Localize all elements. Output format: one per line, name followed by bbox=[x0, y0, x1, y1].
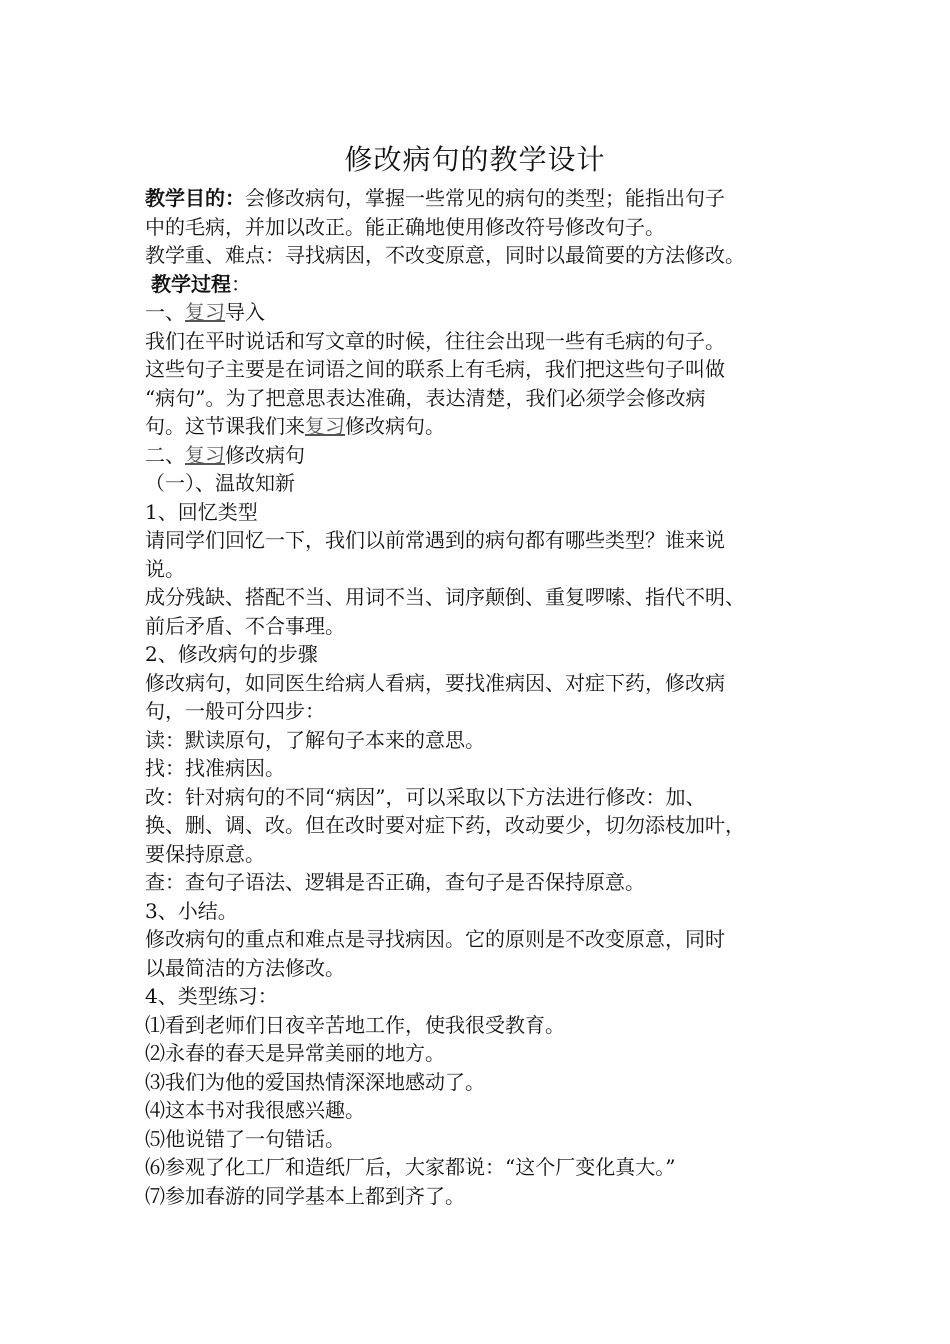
section-2-prefix: 二、 bbox=[145, 442, 185, 467]
page-title: 修改病句的教学设计 bbox=[344, 143, 606, 176]
subsection-heading: （一）、温故知新 bbox=[145, 471, 295, 495]
exercise-item: ⑹参观了化工厂和造纸厂后，大家都说：“这个厂变化真大。” bbox=[145, 1155, 676, 1179]
intro-line-4-pre: 句。这节课我们来 bbox=[145, 414, 305, 438]
exercise-item: ⑸他说错了一句错话。 bbox=[145, 1126, 345, 1151]
section-1-heading bbox=[145, 298, 820, 327]
intro-line-3: “病句”。为了把意思表达准确，表达清楚，我们必须学会修改病 bbox=[145, 385, 706, 410]
recall-line-2: 说。 bbox=[145, 556, 185, 581]
goals-text-2: 中的毛病，并加以改正。能正确地使用修改符号修改句子。 bbox=[145, 214, 665, 239]
section-2-heading bbox=[145, 441, 820, 470]
exercise-item: ⑺参加春游的同学基本上都到齐了。 bbox=[145, 1183, 465, 1208]
heading-summary: 3、小结。 bbox=[145, 898, 238, 923]
types-line-1: 成分残缺、搭配不当、用词不当、词序颠倒、重复啰嗦、指代不明、 bbox=[145, 585, 745, 609]
intro-line-2: 这些句子主要是在词语之间的联系上有毛病，我们把这些句子叫做 bbox=[145, 357, 725, 381]
goals-label: 教学目的： bbox=[145, 186, 245, 210]
review-link[interactable]: 复习 bbox=[185, 442, 225, 467]
section-1-suffix: 导入 bbox=[225, 300, 265, 324]
intro-line-1: 我们在平时说话和写文章的时候，往往会出现一些有毛病的句子。 bbox=[145, 328, 725, 353]
review-link[interactable]: 复习 bbox=[305, 414, 345, 438]
steps-intro-2: 句，一般可分四步： bbox=[145, 699, 325, 723]
teaching-goals bbox=[145, 184, 820, 213]
summary-line-2: 以最简洁的方法修改。 bbox=[145, 955, 345, 980]
heading-steps: 2、修改病句的步骤 bbox=[145, 642, 318, 666]
step-find: 找：找准病因。 bbox=[145, 756, 285, 780]
heading-recall-types: 1、回忆类型 bbox=[145, 499, 258, 524]
goals-text-1: 会修改病句，掌握一些常见的病句的类型；能指出句子 bbox=[245, 186, 725, 210]
step-read: 读：默读原句，了解句子本来的意思。 bbox=[145, 727, 485, 752]
exercise-item: ⑵永春的春天是异常美丽的地方。 bbox=[145, 1041, 445, 1065]
step-fix-2: 换、删、调、改。但在改时要对症下药，改动要少，切勿添枝加叶， bbox=[145, 813, 745, 837]
types-line-2: 前后矛盾、不合事理。 bbox=[145, 613, 345, 638]
document-body bbox=[145, 184, 820, 1210]
section-1-prefix: 一、 bbox=[145, 300, 185, 324]
recall-line-1: 请同学们回忆一下，我们以前常遇到的病句都有哪些类型？谁来说 bbox=[145, 528, 725, 552]
section-2-suffix: 修改病句 bbox=[225, 442, 305, 467]
step-fix-1: 改：针对病句的不同“病因”，可以采取以下方法进行修改：加、 bbox=[145, 784, 706, 809]
step-fix-3: 要保持原意。 bbox=[145, 841, 265, 866]
process-heading bbox=[145, 270, 820, 299]
review-link[interactable]: 复习 bbox=[185, 300, 225, 324]
process-label: 教学过程 bbox=[151, 271, 231, 296]
summary-line-1: 修改病句的重点和难点是寻找病因。它的原则是不改变原意，同时 bbox=[145, 927, 725, 951]
intro-line-4 bbox=[145, 412, 820, 441]
key-points: 教学重、难点：寻找病因，不改变原意，同时以最简要的方法修改。 bbox=[145, 243, 745, 267]
intro-line-4-post: 修改病句。 bbox=[345, 414, 445, 438]
step-check: 查：查句子语法、逻辑是否正确，查句子是否保持原意。 bbox=[145, 870, 645, 894]
steps-intro-1: 修改病句，如同医生给病人看病，要找准病因、对症下药，修改病 bbox=[145, 670, 725, 695]
exercise-item: ⑶我们为他的爱国热情深深地感动了。 bbox=[145, 1069, 485, 1094]
exercise-item: ⑴看到老师们日夜辛苦地工作，使我很受教育。 bbox=[145, 1012, 565, 1037]
process-colon: ： bbox=[231, 271, 251, 296]
heading-exercises: 4、类型练习： bbox=[145, 984, 278, 1008]
exercise-item: ⑷这本书对我很感兴趣。 bbox=[145, 1098, 365, 1122]
